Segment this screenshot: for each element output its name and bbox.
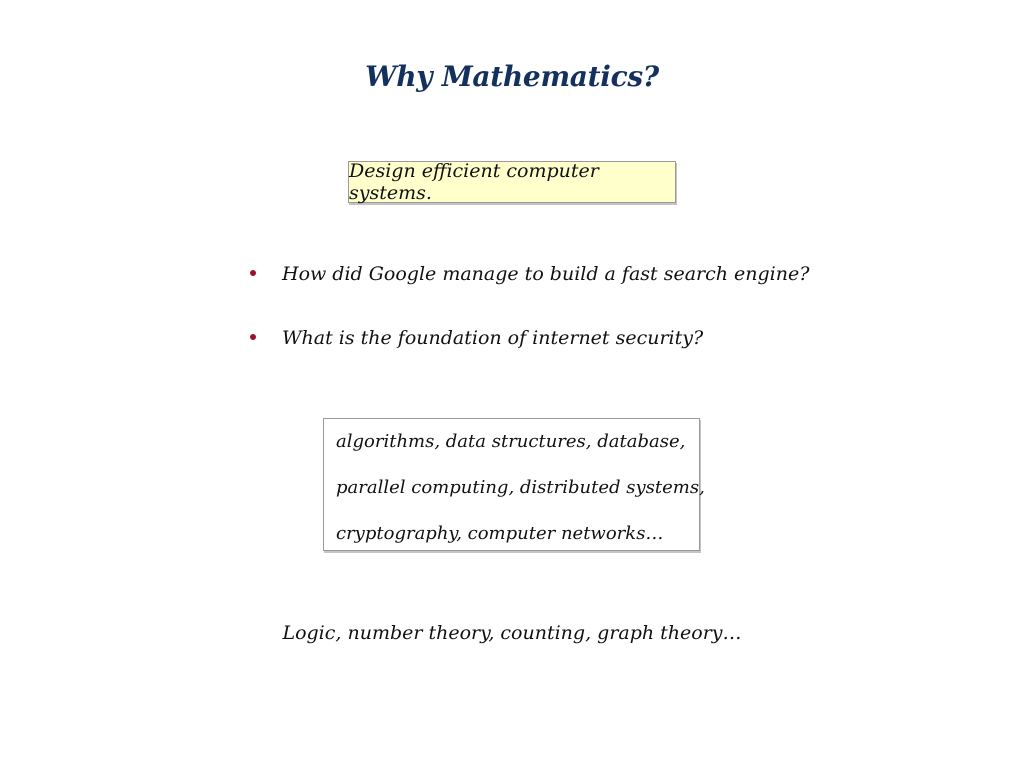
topics-line: algorithms, data structures, database, xyxy=(336,431,686,452)
bullet-list xyxy=(250,260,870,388)
highlight-text: Design efficient computer systems. xyxy=(349,160,599,204)
footer-text: Logic, number theory, counting, graph theory… xyxy=(282,622,742,644)
bullet-item xyxy=(250,324,870,388)
slide-title: Why Mathematics? xyxy=(365,60,659,93)
bullet-dot-icon xyxy=(250,334,256,340)
highlight-box xyxy=(348,161,676,203)
bullet-text: What is the foundation of internet security? xyxy=(282,327,704,349)
topics-line: cryptography, computer networks… xyxy=(336,523,664,544)
bullet-text: How did Google manage to build a fast search engine? xyxy=(282,263,810,285)
bullet-dot-icon xyxy=(250,270,256,276)
topics-line: parallel computing, distributed systems, xyxy=(336,477,705,498)
topics-box xyxy=(323,418,705,551)
bullet-item xyxy=(250,260,870,324)
